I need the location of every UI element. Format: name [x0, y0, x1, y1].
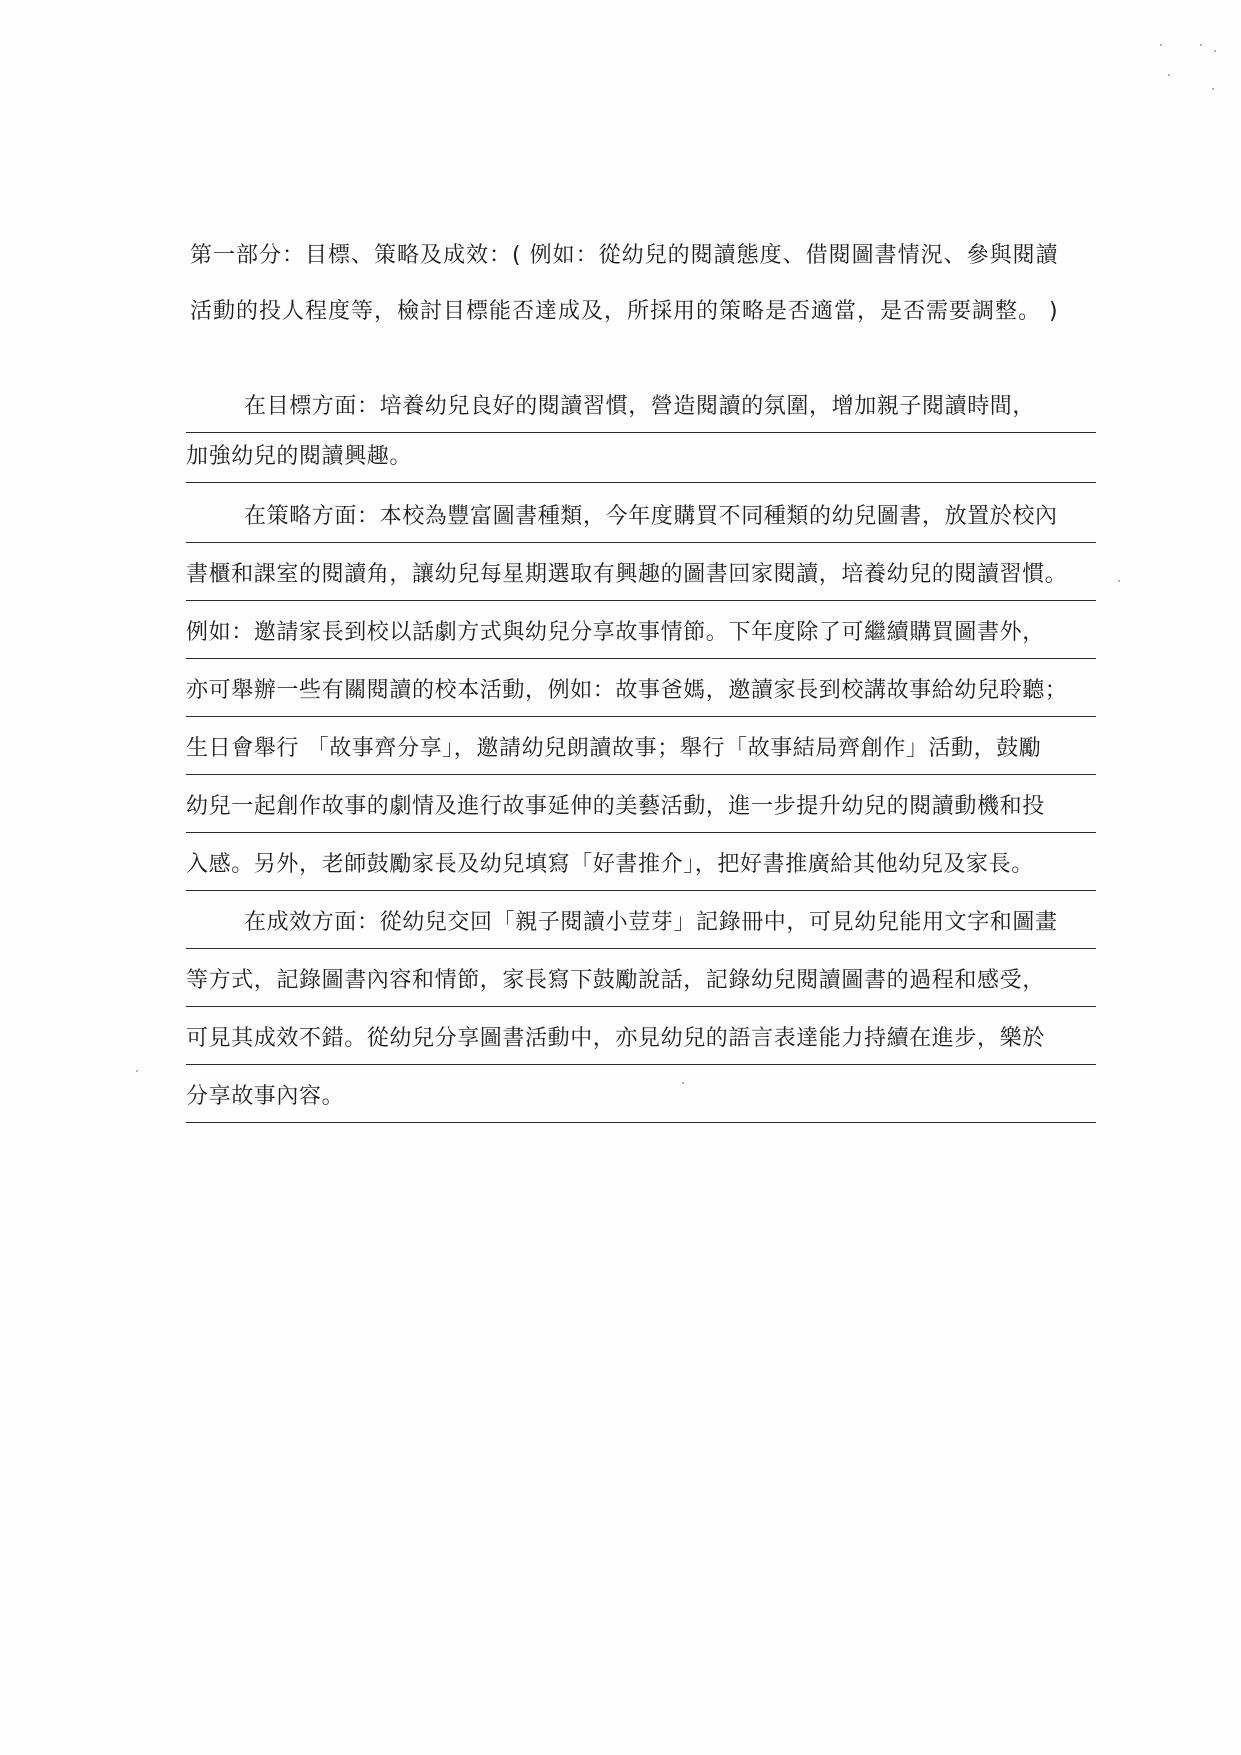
scan-speck [1200, 44, 1202, 46]
goal-line-1 [186, 390, 1096, 433]
goal-line-2-text: 加強幼兒的閱讀興趣。 [186, 444, 413, 469]
strategy-line-1-text: 在策略方面：本校為豐富圖書種類，今年度購買不同種類的幼兒圖書，放置於校內 [244, 504, 1058, 529]
strategy-line-5 [186, 732, 1096, 775]
strategy-line-4-text: 亦可舉辦一些有關閱讀的校本活動，例如：故事爸媽，邀讀家長到校講故事給幼兒聆聽； [186, 678, 1068, 703]
scan-speck [1212, 88, 1214, 90]
strategy-line-2-text: 書櫃和課室的閱讀角，讓幼兒每星期選取有興趣的圖書回家閱讀，培養幼兒的閱讀習慣。 [186, 562, 1068, 587]
result-line-3 [186, 1022, 1096, 1065]
strategy-line-1 [186, 500, 1096, 543]
strategy-line-3-text: 例如：邀請家長到校以話劇方式與幼兒分享故事情節。下年度除了可繼續購買圖書外， [186, 620, 1045, 645]
strategy-line-6-text: 幼兒一起創作故事的劇情及進行故事延伸的美藝活動，進一步提升幼兒的閱讀動機和投 [186, 794, 1045, 819]
scan-speck [1168, 74, 1170, 76]
result-line-1-text: 在成效方面：從幼兒交回「親子閱讀小荳芽」記錄冊中，可見幼兒能用文字和圖畫 [244, 910, 1058, 935]
strategy-line-3 [186, 616, 1096, 659]
scan-speck [136, 1070, 138, 1072]
scan-speck [1160, 44, 1162, 46]
scan-speck [1118, 580, 1120, 582]
strategy-line-7 [186, 848, 1096, 891]
scan-speck [682, 1082, 684, 1084]
result-line-1 [186, 906, 1096, 949]
goal-line-2 [186, 440, 1096, 483]
heading-line-1: 第一部分：目標、策略及成效：( 例如：從幼兒的閱讀態度、借閱圖書情況、參與閱讀 [190, 243, 1059, 268]
strategy-line-7-text: 入感。另外，老師鼓勵家長及幼兒填寫「好書推介」，把好書推廣給其他幼兒及家長。 [186, 852, 1034, 877]
result-line-4-text: 分享故事內容。 [186, 1084, 345, 1109]
result-line-4 [186, 1080, 1096, 1123]
scan-speck [1214, 50, 1216, 52]
result-line-3-text: 可見其成效不錯。從幼兒分享圖書活動中，亦見幼兒的語言表達能力持續在進步，樂於 [186, 1026, 1045, 1051]
result-line-2-text: 等方式，記錄圖書內容和情節，家長寫下鼓勵說話，記錄幼兒閱讀圖書的過程和感受， [186, 968, 1045, 993]
goal-line-1-text: 在目標方面：培養幼兒良好的閱讀習慣，營造閱讀的氛圍，增加親子閱讀時間， [244, 394, 1036, 419]
result-line-2 [186, 964, 1096, 1007]
strategy-line-2 [186, 558, 1096, 601]
strategy-line-4 [186, 674, 1096, 717]
strategy-line-6 [186, 790, 1096, 833]
heading-line-2: 活動的投人程度等，檢討目標能否達成及，所採用的策略是否適當，是否需要調整。 ) [190, 299, 1059, 324]
strategy-line-5-text: 生日會舉行 「故事齊分享」，邀請幼兒朗讀故事；舉行「故事結局齊創作」活動，鼓勵 [186, 736, 1042, 761]
